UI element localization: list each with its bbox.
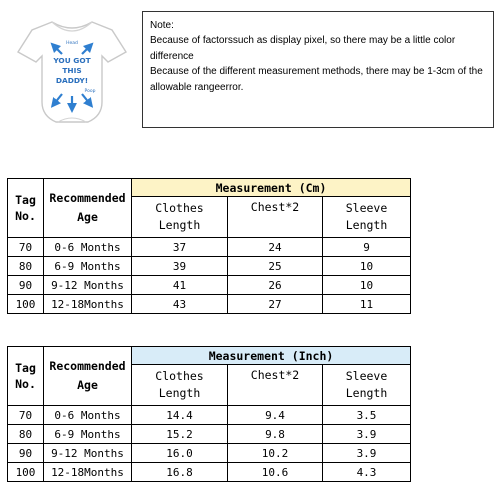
sleeve-length-cell: 10 [323,257,411,276]
table-row [8,406,411,425]
note-title: Note: [150,20,174,31]
table-row [8,295,411,314]
table-row [8,444,411,463]
measurement-header: Measurement (Inch) [132,347,411,365]
sleeve-length-cell: 3.9 [323,444,411,463]
sleeve-length-cell: 10 [323,276,411,295]
chest-cell: 10.2 [228,444,323,463]
chest-cell: 25 [228,257,323,276]
sleeve-length-header: Sleeve Length [323,365,411,406]
age-cell: 6-9 Months [44,257,132,276]
print-line-2: THIS [62,66,82,75]
print-line-1: YOU GOT [53,56,91,65]
tag-cell: 100 [8,295,44,314]
age-cell: 0-6 Months [44,406,132,425]
chest-header: Chest*2 [228,197,323,238]
size-table-cm [7,178,411,314]
age-cell: 0-6 Months [44,238,132,257]
table-row [8,238,411,257]
age-header: Recommended Age [44,347,132,406]
chest-header: Chest*2 [228,365,323,406]
sleeve-length-cell: 4.3 [323,463,411,482]
clothes-length-cell: 16.8 [132,463,228,482]
note-line-color: Because of factorssuch as display pixel, so there may be a little color difference [150,35,456,62]
clothes-length-cell: 41 [132,276,228,295]
tag-cell: 90 [8,276,44,295]
age-cell: 9-12 Months [44,276,132,295]
clothes-length-cell: 37 [132,238,228,257]
clothes-length-cell: 39 [132,257,228,276]
age-cell: 12-18Months [44,463,132,482]
sleeve-length-cell: 11 [323,295,411,314]
poop-label: Poop [84,89,96,94]
age-header: Recommended Age [44,179,132,238]
tag-cell: 70 [8,238,44,257]
clothes-length-cell: 14.4 [132,406,228,425]
sleeve-length-cell: 9 [323,238,411,257]
clothes-length-cell: 16.0 [132,444,228,463]
tag-cell: 80 [8,257,44,276]
tag-cell: 90 [8,444,44,463]
table-row [8,425,411,444]
age-cell: 6-9 Months [44,425,132,444]
chest-cell: 26 [228,276,323,295]
age-cell: 9-12 Months [44,444,132,463]
chest-cell: 9.8 [228,425,323,444]
chest-cell: 27 [228,295,323,314]
measurement-header: Measurement (Cm) [132,179,411,197]
tag-header: Tag No. [8,179,44,238]
chest-cell: 9.4 [228,406,323,425]
sleeve-length-cell: 3.5 [323,406,411,425]
tag-cell: 70 [8,406,44,425]
sleeve-length-header: Sleeve Length [323,197,411,238]
note-box [142,11,494,128]
table-row [8,257,411,276]
head-label: Head [66,41,78,46]
size-table-inch [7,346,411,482]
chest-cell: 10.6 [228,463,323,482]
print-line-3: DADDY! [55,76,89,85]
tag-header: Tag No. [8,347,44,406]
clothes-length-header: Clothes Length [132,197,228,238]
clothes-length-cell: 15.2 [132,425,228,444]
baby-onesie-icon [8,10,136,128]
note-line-measurement: Because of the different measurement methods, there may be 1-3cm of the allowable rangeerror. [150,66,483,93]
table-row [8,276,411,295]
sleeve-length-cell: 3.9 [323,425,411,444]
chest-cell: 24 [228,238,323,257]
tag-cell: 100 [8,463,44,482]
tag-cell: 80 [8,425,44,444]
age-cell: 12-18Months [44,295,132,314]
table-row [8,463,411,482]
clothes-length-cell: 43 [132,295,228,314]
clothes-length-header: Clothes Length [132,365,228,406]
